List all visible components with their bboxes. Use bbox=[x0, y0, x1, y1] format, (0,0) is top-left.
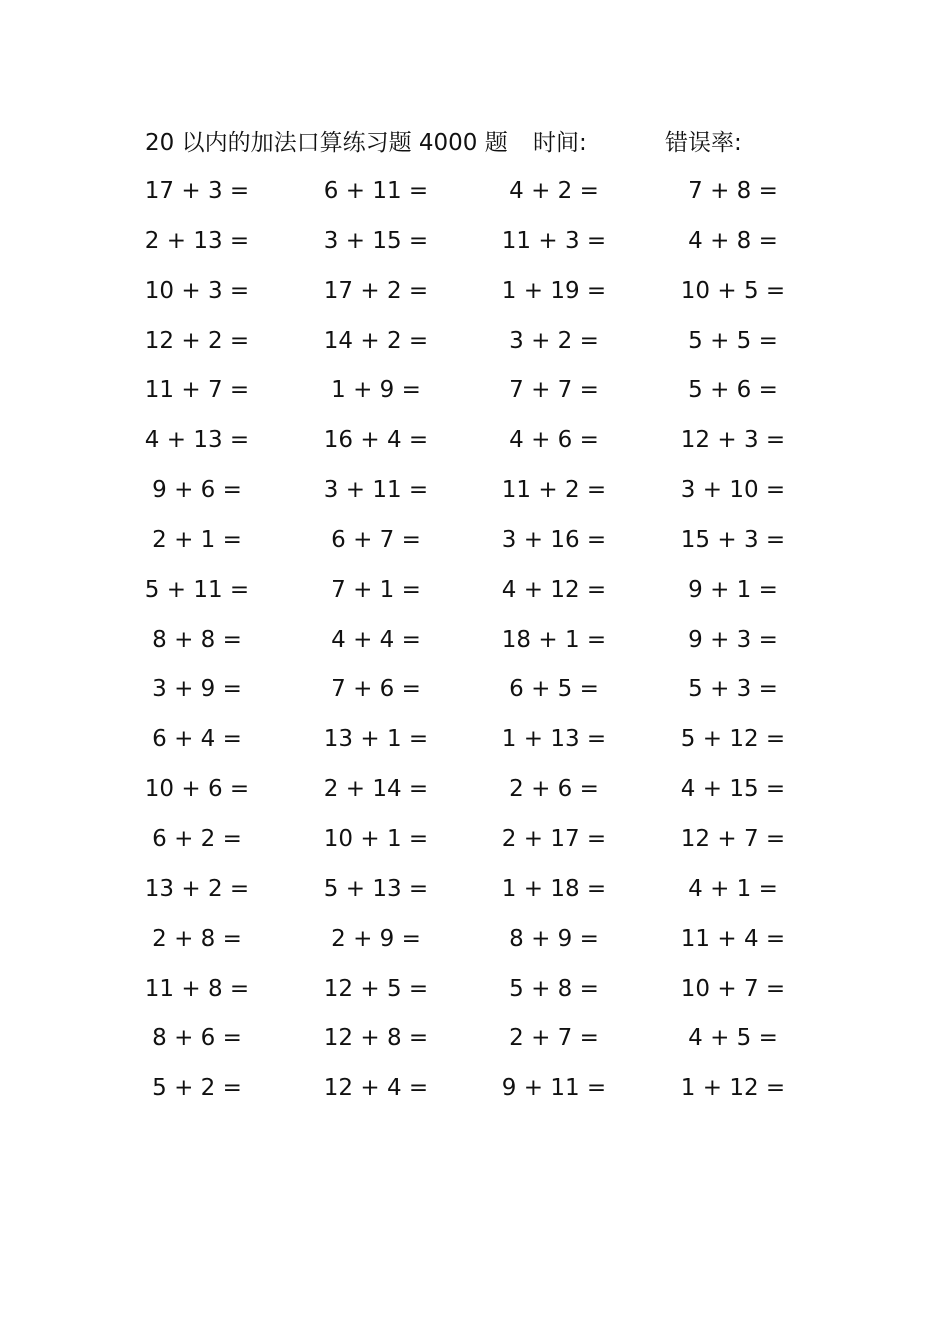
addition-problem: 3 + 15 = bbox=[323, 227, 429, 254]
addition-problem: 12 + 3 = bbox=[680, 427, 786, 454]
addition-problem: 5 + 2 = bbox=[152, 1075, 242, 1102]
problem-row bbox=[0, 423, 950, 473]
addition-problem: 4 + 1 = bbox=[688, 875, 778, 902]
problem-row bbox=[0, 822, 950, 872]
addition-problem: 1 + 9 = bbox=[331, 377, 421, 404]
addition-problem: 1 + 12 = bbox=[680, 1075, 786, 1102]
addition-problem: 1 + 13 = bbox=[501, 726, 607, 753]
addition-problem: 9 + 6 = bbox=[152, 477, 242, 504]
addition-problem: 17 + 3 = bbox=[144, 178, 250, 204]
addition-problem: 1 + 18 = bbox=[501, 875, 607, 902]
addition-problem: 14 + 2 = bbox=[323, 327, 429, 354]
addition-problem: 2 + 8 = bbox=[152, 925, 242, 952]
addition-problem: 3 + 11 = bbox=[323, 477, 429, 504]
addition-problem: 12 + 8 = bbox=[323, 1025, 429, 1052]
addition-problem: 5 + 11 = bbox=[144, 576, 250, 603]
addition-problem: 9 + 11 = bbox=[501, 1075, 607, 1102]
addition-problem: 5 + 5 = bbox=[688, 327, 778, 354]
addition-problem: 11 + 8 = bbox=[144, 975, 250, 1002]
problem-row bbox=[0, 772, 950, 822]
problem-row bbox=[0, 274, 950, 324]
problem-row bbox=[0, 573, 950, 623]
addition-problem: 15 + 3 = bbox=[680, 526, 786, 553]
addition-problem: 2 + 17 = bbox=[501, 825, 607, 852]
problem-row bbox=[0, 1071, 950, 1121]
addition-problem: 9 + 3 = bbox=[688, 626, 778, 653]
addition-problem: 3 + 2 = bbox=[509, 327, 599, 354]
addition-problem: 9 + 1 = bbox=[688, 576, 778, 603]
addition-problem: 13 + 2 = bbox=[144, 875, 250, 902]
addition-problem: 16 + 4 = bbox=[323, 427, 429, 454]
addition-problem: 10 + 6 = bbox=[144, 776, 250, 803]
addition-problem: 7 + 7 = bbox=[509, 377, 599, 404]
addition-problem: 2 + 6 = bbox=[509, 776, 599, 803]
addition-problem: 8 + 6 = bbox=[152, 1025, 242, 1052]
addition-problem: 5 + 3 = bbox=[688, 676, 778, 703]
problem-row bbox=[0, 922, 950, 972]
addition-problem: 10 + 5 = bbox=[680, 277, 786, 304]
error-rate-label: 错误率: bbox=[665, 130, 742, 156]
addition-problem: 10 + 7 = bbox=[680, 975, 786, 1002]
addition-problem: 11 + 3 = bbox=[501, 227, 607, 254]
worksheet-title: 20 以内的加法口算练习题 4000 题 bbox=[145, 130, 508, 156]
addition-problem: 3 + 10 = bbox=[680, 477, 786, 504]
problem-row bbox=[0, 722, 950, 772]
problem-row bbox=[0, 324, 950, 374]
addition-problem: 18 + 1 = bbox=[501, 626, 607, 653]
addition-problem: 12 + 7 = bbox=[680, 825, 786, 852]
problem-row bbox=[0, 174, 950, 224]
addition-problem: 4 + 15 = bbox=[680, 776, 786, 803]
addition-problem: 17 + 2 = bbox=[323, 277, 429, 304]
problem-row bbox=[0, 623, 950, 673]
problem-row bbox=[0, 672, 950, 722]
addition-problem: 4 + 12 = bbox=[501, 576, 607, 603]
addition-problem: 2 + 7 = bbox=[509, 1025, 599, 1052]
problem-row bbox=[0, 523, 950, 573]
addition-problem: 11 + 4 = bbox=[680, 925, 786, 952]
addition-problem: 5 + 13 = bbox=[323, 875, 429, 902]
addition-problem: 6 + 2 = bbox=[152, 825, 242, 852]
problem-row bbox=[0, 1021, 950, 1071]
addition-problem: 10 + 1 = bbox=[323, 825, 429, 852]
problem-row bbox=[0, 473, 950, 523]
addition-problem: 4 + 13 = bbox=[144, 427, 250, 454]
addition-problem: 6 + 5 = bbox=[509, 676, 599, 703]
addition-problem: 4 + 4 = bbox=[331, 626, 421, 653]
addition-problem: 3 + 9 = bbox=[152, 676, 242, 703]
addition-problem: 4 + 5 = bbox=[688, 1025, 778, 1052]
problem-grid bbox=[0, 174, 950, 1121]
problem-row bbox=[0, 224, 950, 274]
addition-problem: 11 + 2 = bbox=[501, 477, 607, 504]
addition-problem: 7 + 8 = bbox=[688, 178, 778, 204]
addition-problem: 2 + 14 = bbox=[323, 776, 429, 803]
addition-problem: 2 + 1 = bbox=[152, 526, 242, 553]
addition-problem: 8 + 8 = bbox=[152, 626, 242, 653]
addition-problem: 5 + 6 = bbox=[688, 377, 778, 404]
addition-problem: 10 + 3 = bbox=[144, 277, 250, 304]
addition-problem: 7 + 6 = bbox=[331, 676, 421, 703]
addition-problem: 6 + 7 = bbox=[331, 526, 421, 553]
time-label: 时间: bbox=[533, 130, 587, 156]
addition-problem: 11 + 7 = bbox=[144, 377, 250, 404]
addition-problem: 4 + 2 = bbox=[509, 178, 599, 204]
problem-row bbox=[0, 373, 950, 423]
addition-problem: 6 + 11 = bbox=[323, 178, 429, 204]
addition-problem: 12 + 4 = bbox=[323, 1075, 429, 1102]
addition-problem: 12 + 5 = bbox=[323, 975, 429, 1002]
addition-problem: 2 + 9 = bbox=[331, 925, 421, 952]
addition-problem: 3 + 16 = bbox=[501, 526, 607, 553]
worksheet-header bbox=[0, 126, 950, 160]
addition-problem: 6 + 4 = bbox=[152, 726, 242, 753]
problem-row bbox=[0, 872, 950, 922]
addition-problem: 12 + 2 = bbox=[144, 327, 250, 354]
addition-problem: 5 + 12 = bbox=[680, 726, 786, 753]
addition-problem: 7 + 1 = bbox=[331, 576, 421, 603]
addition-problem: 13 + 1 = bbox=[323, 726, 429, 753]
addition-problem: 1 + 19 = bbox=[501, 277, 607, 304]
problem-row bbox=[0, 972, 950, 1022]
addition-problem: 4 + 6 = bbox=[509, 427, 599, 454]
addition-problem: 4 + 8 = bbox=[688, 227, 778, 254]
addition-problem: 5 + 8 = bbox=[509, 975, 599, 1002]
addition-problem: 8 + 9 = bbox=[509, 925, 599, 952]
addition-problem: 2 + 13 = bbox=[144, 227, 250, 254]
